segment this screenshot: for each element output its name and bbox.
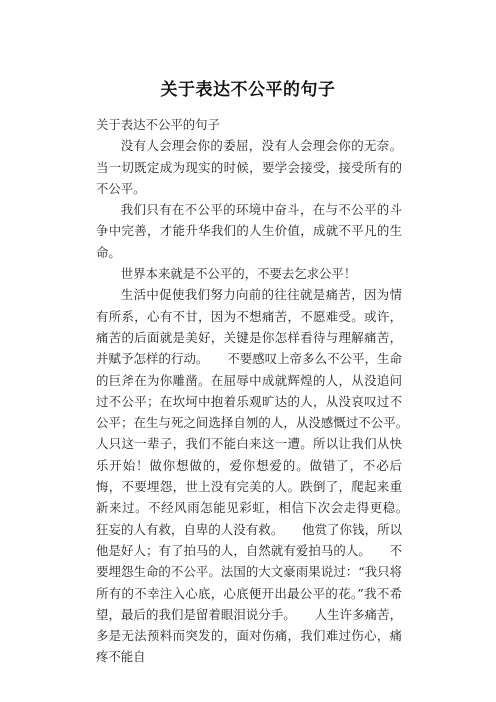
document-body (96, 114, 427, 668)
paragraph-subtitle: 关于表达不公平的句子 (96, 117, 220, 132)
page-title: 关于表达不公平的句子 (160, 80, 336, 100)
paragraph: 世界本来就是不公平的，不要去乞求公平！ (120, 266, 357, 282)
paragraph: 我们只有在不公平的环境中奋斗，在与不公平的斗争中完善，才能升华我们的人生价值，成就不平凡的生命。 (96, 202, 402, 260)
paragraph: 生活中促使我们努力向前的往往就是痛苦，因为情有所系，心有不甘，因为不想痛苦，不愿难受。或许，痛苦的后面就是美好，关键是你怎样看待与理解痛苦，并赋予怎样的行动。 不要感叹上帝多么不公平，生命的巨斧在为你雕凿。在屈辱中成就辉煌的人，从没追问过不公平；在坎坷中抱着乐观旷达的人，从没哀叹过不公平；在生与死之间选择自刎的人，从没感慨过不公平。 人只这一辈子，我们不能白来这一遭。所以让我们从快乐开始！做你想做的，爱你想爱的。做错了，不必后悔，不要埋怨，世上没有完美的人。跌倒了，爬起来重新来过。不经风雨怎能见彩虹，相信下次会走得更稳。 狂妄的人有救，自卑的人没有救。 他赏了你钱，所以他是好人；有了拍马的人，自然就有爱拍马的人。 不要埋怨生命的不公平。法国的大文豪雨果说过：“我只将所有的不幸注入心底，心底便开出最公平的花。”我不希望，最后的我们是留着眼泪说分手。 人生许多痛苦，多是无法预料而突发的，面对伤痛，我们难过伤心，痛疼不能自 (96, 287, 427, 665)
paragraph: 没有人会理会你的委屈，没有人会理会你的无奈。当一切既定成为现实的时候，要学会接受，接受所有的不公平。 (96, 138, 402, 196)
